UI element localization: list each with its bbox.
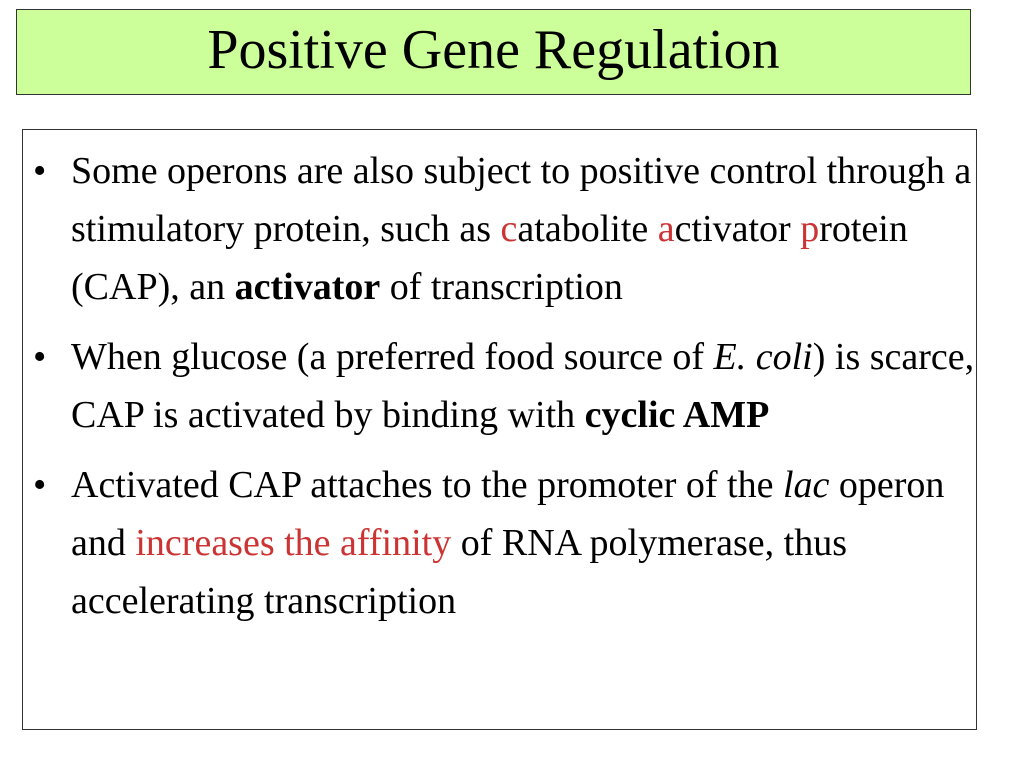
- bullet-text: of transcription: [380, 266, 623, 308]
- bullet-text: ) is scarce, CAP is activated by binding with: [71, 336, 975, 436]
- bullet-text: ctivator: [674, 208, 801, 250]
- bullet-text: atabolite: [517, 208, 658, 250]
- italic-term-e-coli: E. coli: [713, 336, 813, 378]
- bullet-item-glucose-scarce: [30, 328, 975, 444]
- bold-term-cyclic-amp: cyclic AMP: [584, 394, 770, 436]
- bullet-text: rotein (CAP), an: [71, 208, 908, 308]
- highlight-letter-a: a: [657, 208, 675, 250]
- bullet-text: When glucose (a preferred food source of: [71, 336, 714, 378]
- bullet-marker: •: [33, 150, 47, 192]
- bullet-text: Activated CAP attaches to the promoter of the: [71, 464, 783, 506]
- title-banner: [16, 9, 971, 95]
- highlight-letter-c: c: [500, 208, 518, 250]
- bullet-marker: •: [33, 336, 47, 378]
- bullet-item-cap-promoter: [30, 456, 975, 630]
- bullet-text: operon and: [71, 464, 945, 564]
- highlight-phrase-affinity: increases the affinity: [135, 522, 452, 564]
- bullet-text: Some operons are also subject to positive control through a stimulatory protein, such as: [71, 150, 972, 250]
- italic-term-lac: lac: [782, 464, 830, 506]
- bullet-text: of RNA polymerase, thus accelerating transcription: [71, 522, 848, 622]
- bullet-list: [30, 142, 975, 642]
- highlight-letter-p: p: [800, 208, 820, 250]
- bold-term-activator: activator: [234, 266, 381, 308]
- slide-title: Positive Gene Regulation: [207, 19, 780, 81]
- bullet-item-cap-positive-control: [30, 142, 975, 316]
- bullet-marker: •: [33, 464, 47, 506]
